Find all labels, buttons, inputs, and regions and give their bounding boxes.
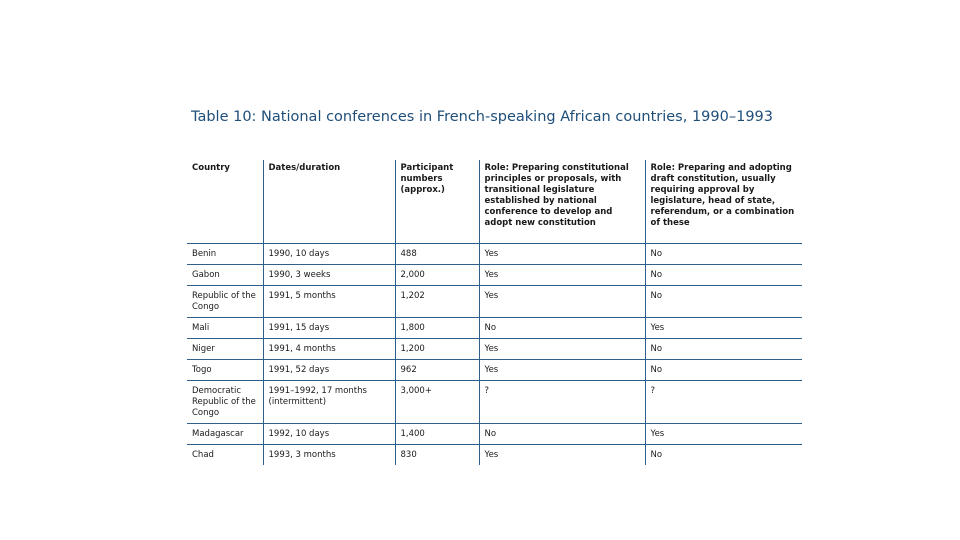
header-participant-numbers: Participant numbers (approx.)	[395, 160, 479, 244]
cell-dates: 1991, 52 days	[263, 360, 395, 381]
table-row	[187, 424, 802, 445]
cell-participants: 962	[395, 360, 479, 381]
cell-dates: 1993, 3 months	[263, 445, 395, 466]
table-row	[187, 265, 802, 286]
table-row	[187, 286, 802, 318]
cell-participants: 1,400	[395, 424, 479, 445]
conferences-table	[187, 160, 802, 465]
cell-country: Democratic Republic of the Congo	[187, 381, 263, 424]
cell-role-principles: No	[479, 424, 645, 445]
header-row	[187, 160, 802, 244]
cell-role-principles: Yes	[479, 244, 645, 265]
cell-country: Chad	[192, 450, 214, 460]
cell-country: Togo	[187, 360, 263, 381]
cell-country: Mali	[187, 318, 263, 339]
cell-role-draft: No	[645, 445, 802, 466]
cell-role-draft: No	[645, 360, 802, 381]
cell-role-principles: Yes	[479, 445, 645, 466]
cell-role-principles: No	[479, 318, 645, 339]
cell-role-draft: No	[645, 339, 802, 360]
header-country: Country	[187, 160, 263, 244]
cell-country: Madagascar	[187, 424, 263, 445]
cell-role-principles: Yes	[479, 286, 645, 318]
cell-role-draft: No	[645, 286, 802, 318]
cell-role-principles: ?	[479, 381, 645, 424]
cell-dates: 1990, 3 weeks	[263, 265, 395, 286]
table-title: Table 10: National conferences in French-speaking African countries, 1990–1993	[191, 109, 774, 125]
cell-dates: 1990, 10 days	[263, 244, 395, 265]
cell-dates: 1991, 5 months	[263, 286, 395, 318]
cell-role-principles: Yes	[479, 360, 645, 381]
cell-role-draft: ?	[645, 381, 802, 424]
cell-country: Gabon	[187, 265, 263, 286]
cell-country: Benin	[187, 244, 263, 265]
cell-participants: 3,000+	[395, 381, 479, 424]
cell-participants: 2,000	[395, 265, 479, 286]
cell-role-principles: Yes	[479, 339, 645, 360]
cell-country: Niger	[187, 339, 263, 360]
cell-participants: 1,202	[395, 286, 479, 318]
table-row	[187, 244, 802, 265]
table-row	[187, 339, 802, 360]
cell-participants: 488	[395, 244, 479, 265]
header-dates-duration: Dates/duration	[263, 160, 395, 244]
header-role-draft-constitution: Role: Preparing and adopting draft constitution, usually requiring approval by legislature, head of state, referendum, or a combination of these	[645, 160, 802, 244]
cell-role-draft: Yes	[645, 424, 802, 445]
cell-participants: 830	[395, 445, 479, 466]
cell-role-draft: Yes	[645, 318, 802, 339]
table-row	[187, 318, 802, 339]
cell-role-draft: No	[645, 265, 802, 286]
table-row	[187, 445, 802, 466]
cell-dates: 1992, 10 days	[263, 424, 395, 445]
cell-dates: 1991, 4 months	[263, 339, 395, 360]
cell-country: Republic of the Congo	[187, 286, 263, 318]
header-role-constitutional-principles: Role: Preparing constitutional principles or proposals, with transitional legislature established by national conference to develop and adopt new constitution	[479, 160, 645, 244]
cell-role-principles: Yes	[479, 265, 645, 286]
table-row	[187, 381, 802, 424]
cell-dates: 1991–1992, 17 months (intermittent)	[263, 381, 395, 424]
cell-participants: 1,200	[395, 339, 479, 360]
cell-dates: 1991, 15 days	[263, 318, 395, 339]
table-row	[187, 360, 802, 381]
cell-participants: 1,800	[395, 318, 479, 339]
cell-role-draft: No	[645, 244, 802, 265]
